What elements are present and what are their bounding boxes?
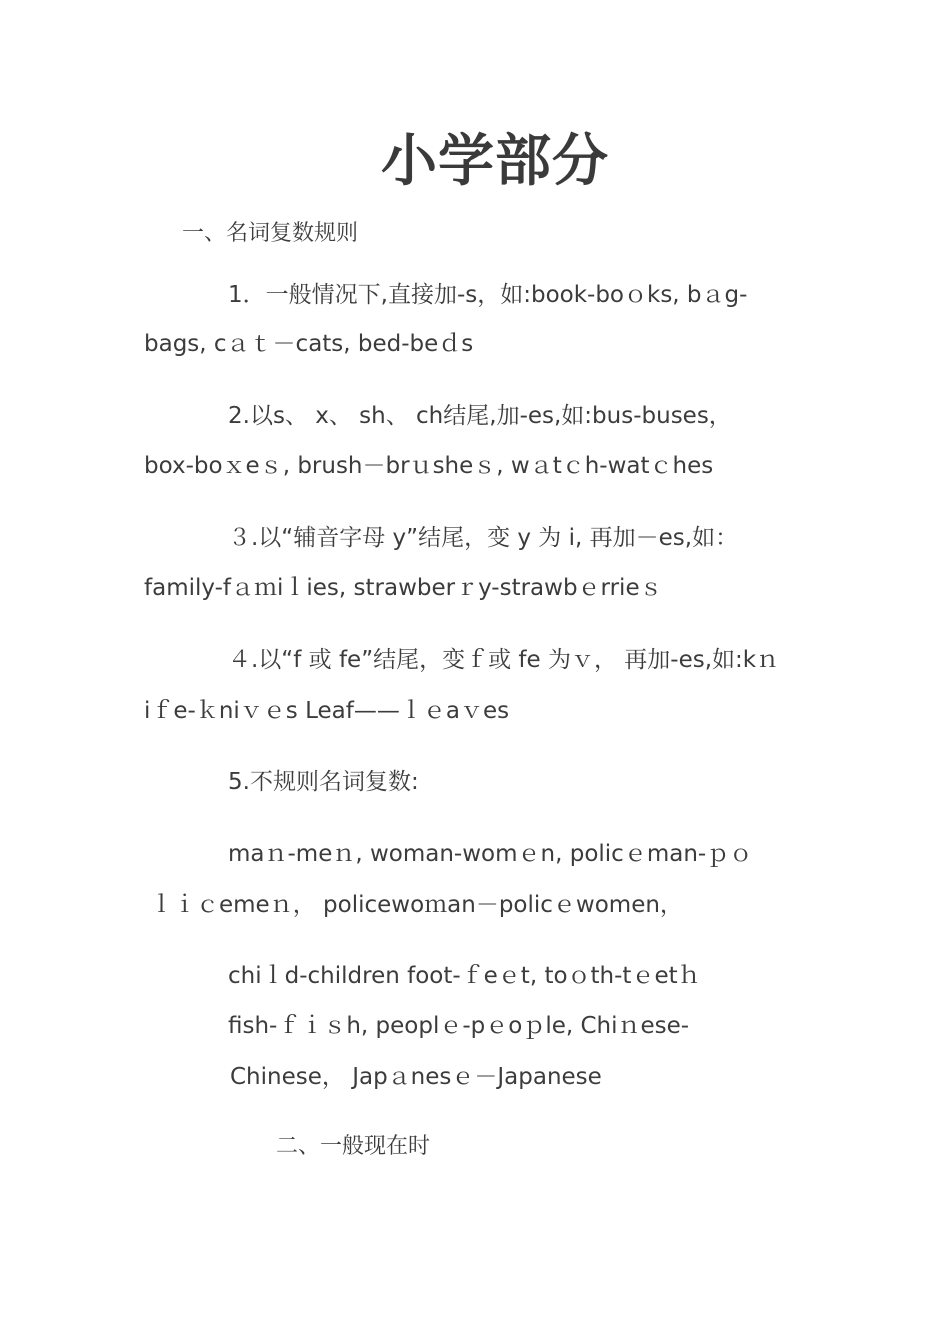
rule1-line2: bags, cａｔ－cats, bed-beｄs	[144, 331, 474, 357]
rule1-line1: 1．一般情况下,直接加-s，如:book-boｏks, bａg-	[228, 282, 748, 308]
rule3-line1: ３.以“辅音字母 y”结尾，变 y 为 i, 再加－es,如：	[228, 525, 739, 551]
section-heading-simple-present: 二、一般现在时	[276, 1134, 431, 1159]
rule4-line2: iｆe-ｋniｖｅs Leaf——ｌｅaｖes	[144, 698, 510, 724]
page-title: 小学部分	[381, 128, 609, 194]
rule4-line1: ４.以“f 或 fe”结尾，变ｆ或 fe 为ｖ， 再加-es,如:kｎ	[228, 647, 780, 673]
rule5-heading: 5.不规则名词复数:	[228, 769, 419, 795]
rule2-line2: box-boｘeｓ, brush－brｕsheｓ, wａtｃh-watｃhes	[144, 453, 714, 479]
rule3-line2: family-fａｍiｌies, strawberｒy-strawbｅrrieｓ	[144, 575, 663, 601]
section-heading-noun-plural: 一、名词复数规则	[182, 221, 359, 246]
rule5-line1: maｎ-meｎ, woman-womｅn, policｅman-ｐｏ	[228, 841, 753, 867]
rule5-line2: ｌｉｃemeｎ， policewoｍan－policｅwomen，	[150, 892, 683, 918]
rule2-line1: 2.以s、 x、 sh、 ch结尾,加-es,如:bus-buses，	[228, 403, 732, 429]
rule5-line3: chiｌd-children foot-ｆeｅt, toｏth-tｅetｈ	[228, 963, 701, 989]
rule5-line4: fish-ｆｉｓh, peoplｅ-pｅoｐle, Chiｎese-	[228, 1013, 690, 1039]
rule5-line5: Chinese， Japａnesｅ－Japanese	[230, 1064, 602, 1090]
